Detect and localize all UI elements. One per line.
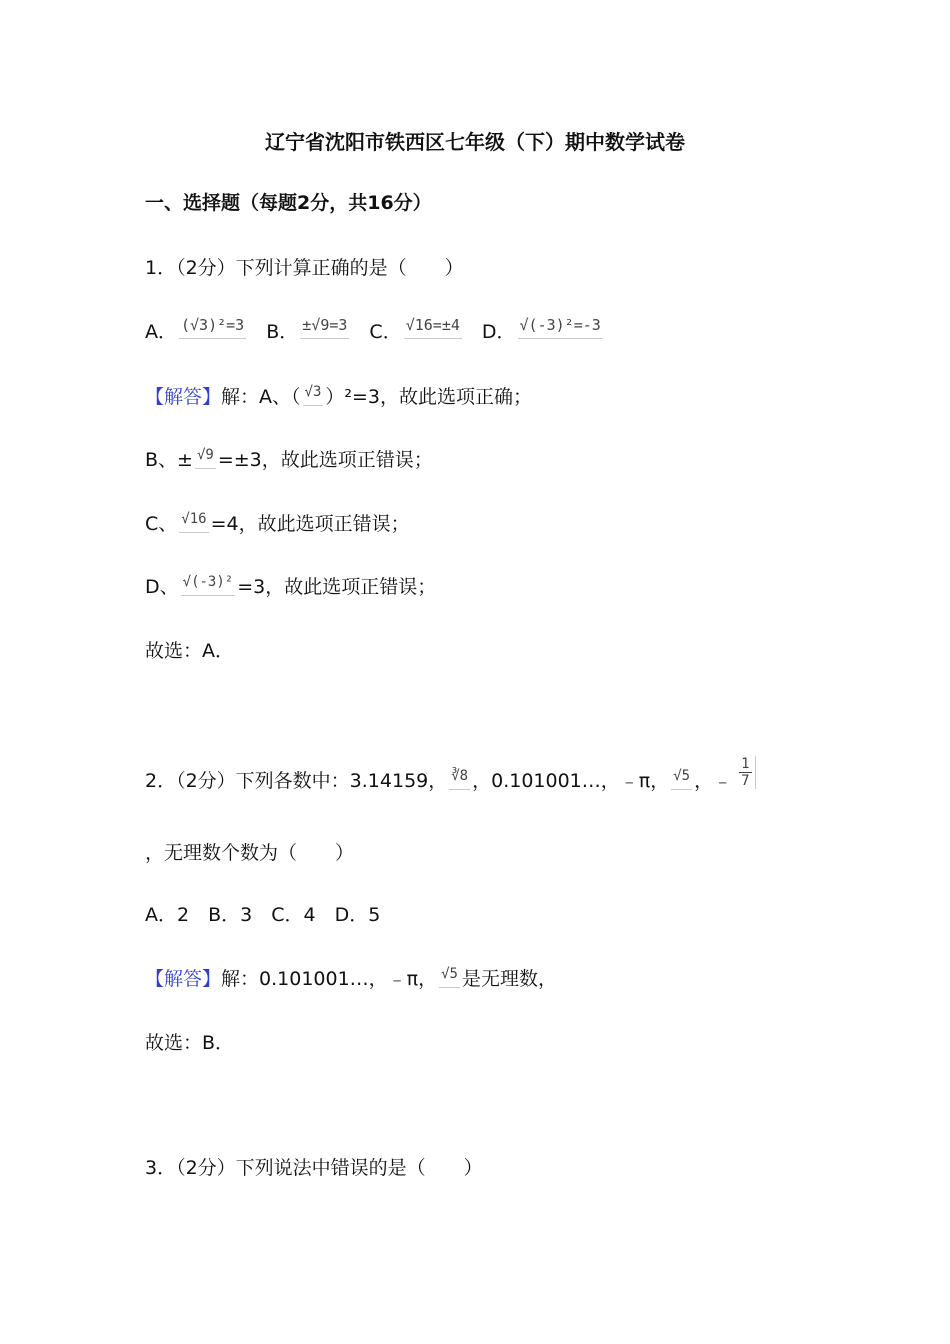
question-2-answer: 故选：B．	[145, 1032, 235, 1054]
solution-text: 解：A、（	[221, 385, 301, 408]
question-1-options	[145, 318, 605, 345]
question-2-options: A．2 B．3 C．4 D．5	[145, 904, 381, 926]
question-2-stem-continued: ，无理数个数为（ ）	[145, 842, 355, 864]
solution-math: √9	[195, 442, 216, 469]
question-1-solution-d	[145, 573, 436, 600]
option-b-math: ±√9=3	[300, 312, 349, 339]
question-1-solution-c	[145, 510, 410, 537]
fraction-one-seventh	[736, 756, 755, 789]
option-a-math: (√3)²=3	[179, 312, 246, 339]
solution-math: √16	[179, 506, 208, 533]
solution-text: 是无理数，	[461, 967, 557, 990]
sqrt5-math: √5	[671, 763, 692, 790]
page-title: 辽宁省沈阳市铁西区七年级（下）期中数学试卷	[265, 130, 685, 154]
solution-text: D、	[145, 575, 179, 598]
fraction-denominator: 7	[741, 773, 750, 789]
section-heading: 一、选择题（每题2分，共16分）	[145, 192, 432, 214]
question-2-solution	[145, 965, 557, 992]
question-1-answer: 故选：A．	[145, 640, 234, 662]
question-1-solution-a	[145, 383, 532, 410]
option-a-label: A．	[145, 320, 177, 343]
solution-text: C、	[145, 512, 178, 535]
option-c-label: C．	[369, 320, 402, 343]
question-2-text: 2．（2分）下列各数中：3.14159，	[145, 769, 448, 792]
option-d-label: D．	[481, 320, 516, 343]
option-b-label: B．	[266, 320, 299, 343]
question-2-stem	[145, 756, 756, 797]
solution-text: B、±	[145, 448, 193, 471]
fraction-numerator: 1	[741, 756, 750, 772]
cube-root-math: ∛8	[449, 763, 470, 790]
option-c-math: √16=±4	[404, 312, 462, 339]
option-d-math: √(-3)²=-3	[518, 312, 603, 339]
solution-math: √3	[303, 379, 324, 406]
question-3-stem: 3．（2分）下列说法中错误的是（ ）	[145, 1157, 483, 1179]
question-1-stem: 1．（2分）下列计算正确的是（ ）	[145, 257, 464, 279]
question-2-text: ，0.101001…，﹣π，	[472, 769, 670, 792]
solution-tag: 【解答】	[145, 385, 222, 408]
solution-math: √(-3)²	[181, 569, 236, 596]
solution-text: 解：0.101001…，﹣π，	[221, 967, 438, 990]
solution-tag: 【解答】	[145, 967, 222, 990]
solution-text: =3，故此选项正错误；	[237, 575, 437, 598]
question-1-solution-b	[145, 446, 433, 473]
question-2-text: ，﹣	[694, 769, 733, 792]
solution-text: ）²=3，故此选项正确；	[325, 385, 533, 408]
solution-text: =±3，故此选项正错误；	[217, 448, 433, 471]
solution-math: √5	[439, 961, 460, 988]
solution-text: =4，故此选项正错误；	[210, 512, 410, 535]
